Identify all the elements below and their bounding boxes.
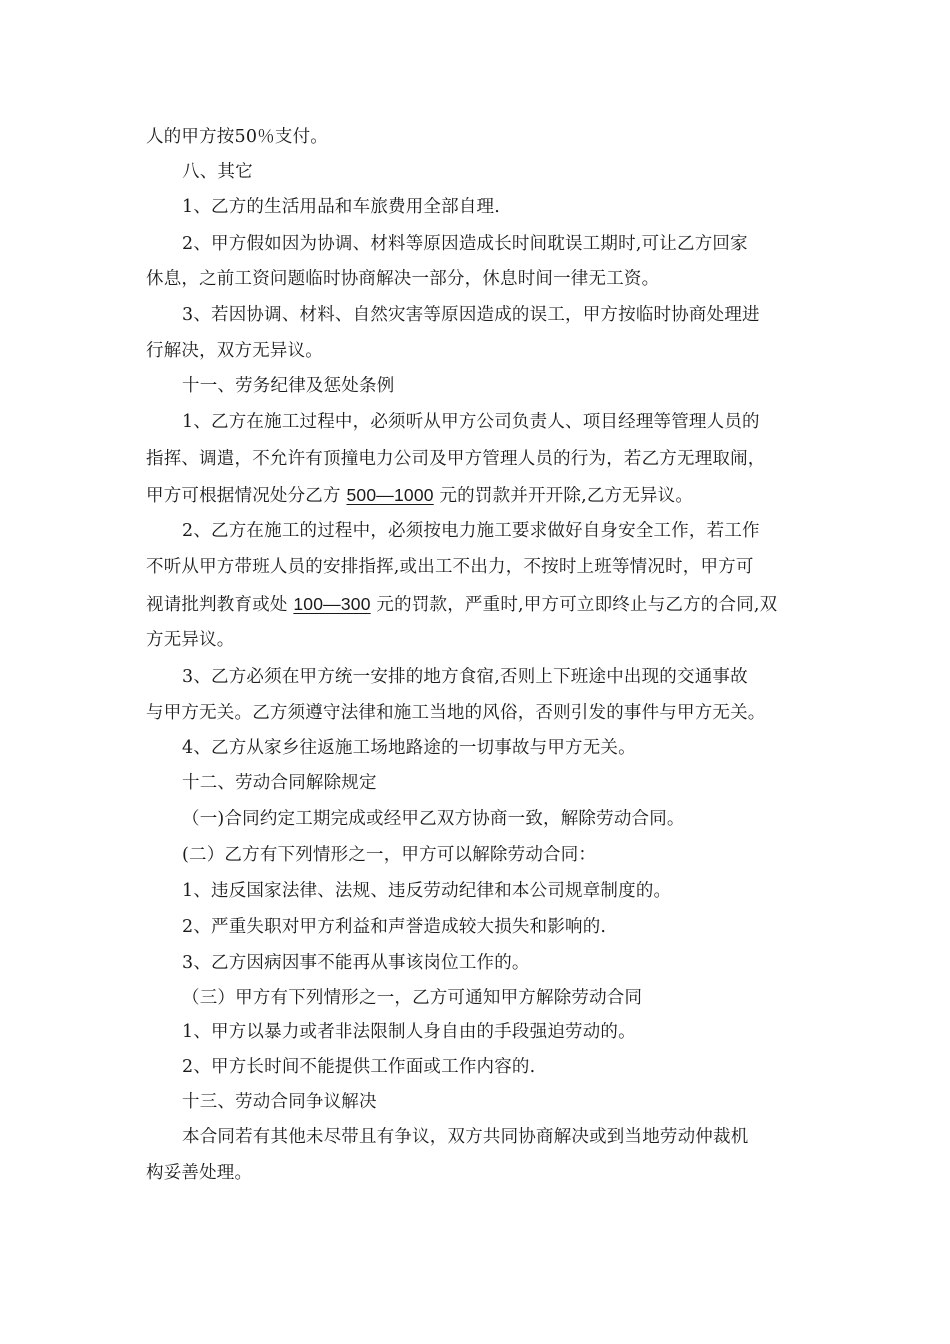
section-heading: 十二、劳动合同解除规定 — [182, 773, 377, 793]
text-line: 休息，之前工资问题临时协商解决一部分，休息时间一律无工资。 — [146, 269, 660, 289]
section-heading: 十一、劳务纪律及惩处条例 — [182, 376, 395, 396]
text-line: 1、甲方以暴力或者非法限制人身自由的手段强迫劳动的。 — [182, 1022, 636, 1042]
fine-range: 100—300 — [293, 594, 371, 614]
section-heading: 十三、劳动合同争议解决 — [182, 1092, 377, 1112]
text-line: 1、乙方的生活用品和车旅费用全部自理. — [182, 197, 500, 217]
text-line: 3、乙方因病因事不能再从事该岗位工作的。 — [182, 953, 530, 973]
section-heading: 八、其它 — [182, 162, 253, 182]
text-segment: 元的罚款，严重时,甲方可立即终止与乙方的合同,双 — [370, 595, 778, 615]
text-line: 行解决，双方无异议。 — [146, 341, 323, 361]
text-line: 指挥、调遣，不允许有顶撞电力公司及甲方管理人员的行为，若乙方无理取闹， — [146, 449, 766, 469]
text-segment: 元的罚款并开开除,乙方无异议。 — [433, 486, 694, 506]
text-line: 1、违反国家法律、法规、违反劳动纪律和本公司规章制度的。 — [182, 881, 672, 901]
text-line: 2、严重失职对甲方利益和声誉造成较大损失和影响的. — [182, 917, 607, 937]
text-line — [146, 484, 826, 507]
text-line: 2、乙方在施工的过程中，必须按电力施工要求做好自身安全工作，若工作 — [182, 521, 760, 541]
text-line: 构妥善处理。 — [146, 1163, 253, 1183]
text-line: （一)合同约定工期完成或经甲乙双方协商一致，解除劳动合同。 — [182, 809, 685, 829]
text-segment: 甲方可根据情况处分乙方 — [146, 486, 347, 506]
text-line: 2、甲方长时间不能提供工作面或工作内容的. — [182, 1057, 536, 1077]
text-line: (二）乙方有下列情形之一，甲方可以解除劳动合同： — [182, 845, 597, 865]
text-line: 1、乙方在施工过程中，必须听从甲方公司负责人、项目经理等管理人员的 — [182, 412, 760, 432]
text-line: 方无异议。 — [146, 630, 235, 650]
text-line: 4、乙方从家乡往返施工场地路途的一切事故与甲方无关。 — [182, 738, 636, 758]
text-line: 3、若因协调、材料、自然灾害等原因造成的误工，甲方按临时协商处理进 — [182, 305, 760, 325]
text-line: 2、甲方假如因为协调、材料等原因造成长时间耽误工期时,可让乙方回家 — [182, 234, 748, 254]
text-line: 人的甲方按50％支付。 — [146, 127, 328, 147]
text-line: 不听从甲方带班人员的安排指挥,或出工不出力，不按时上班等情况时，甲方可 — [146, 557, 754, 577]
text-line — [146, 593, 826, 616]
text-line: （三）甲方有下列情形之一，乙方可通知甲方解除劳动合同 — [182, 988, 643, 1008]
text-line: 本合同若有其他未尽带且有争议，双方共同协商解决或到当地劳动仲裁机 — [182, 1127, 749, 1147]
text-line: 3、乙方必须在甲方统一安排的地方食宿,否则上下班途中出现的交通事故 — [182, 667, 748, 687]
text-segment: 视请批判教育或处 — [146, 595, 294, 615]
text-line: 与甲方无关。乙方须遵守法律和施工当地的风俗，否则引发的事件与甲方无关。 — [146, 703, 766, 723]
fine-range: 500—1000 — [346, 485, 434, 505]
